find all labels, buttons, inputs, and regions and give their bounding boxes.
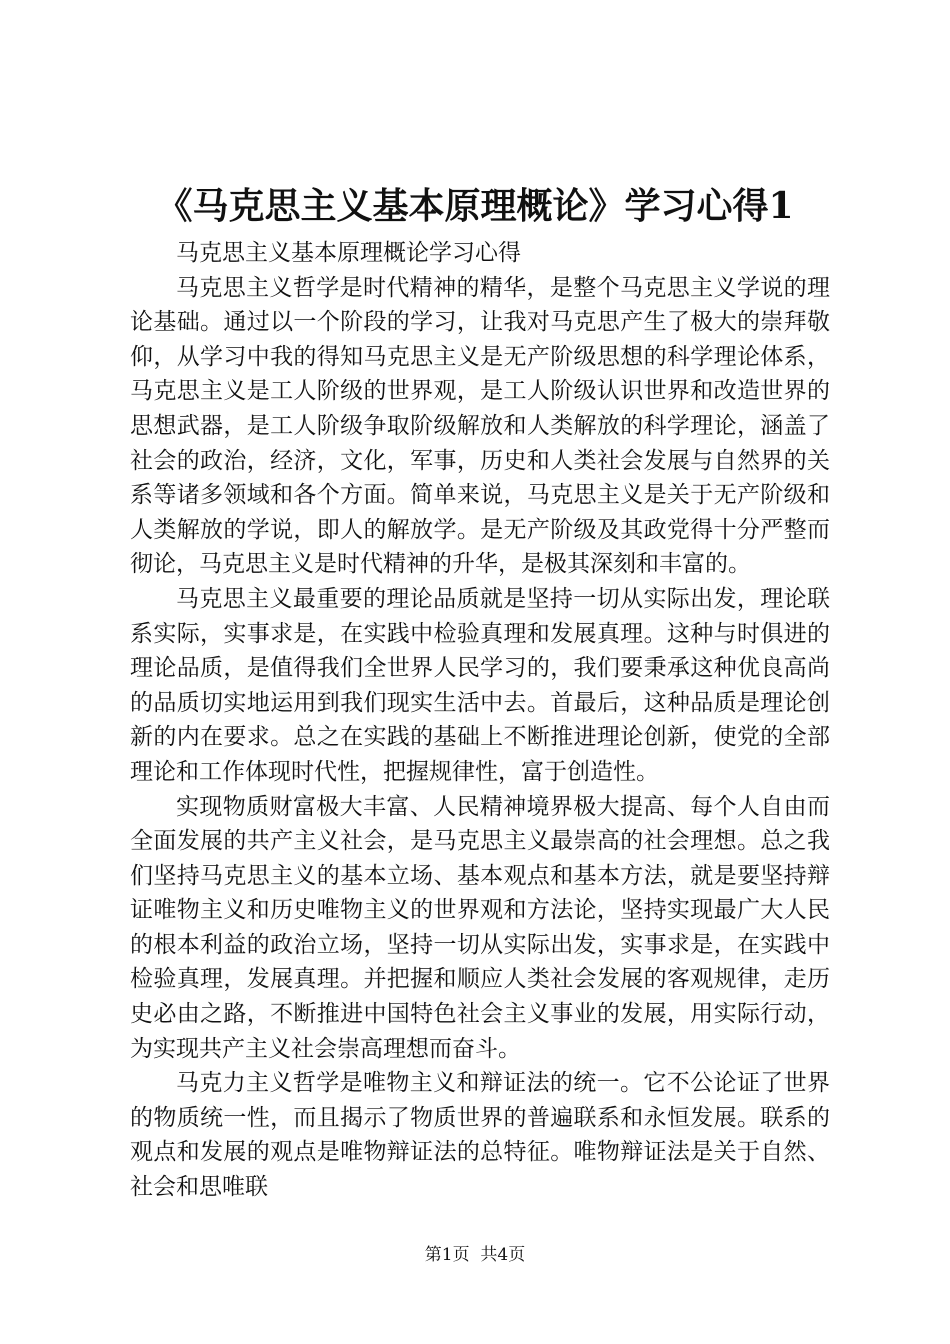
paragraph: 马克思主义哲学是时代精神的精华，是整个马克思主义学说的理论基础。通过以一个阶段的学习，让我对马克思产生了极大的崇拜敬仰，从学习中我的得知马克思主义是无产阶级思想的科学理论体系，马克思主义是工人阶级的世界观，是工人阶级认识世界和改造世界的思想武器，是工人阶级争取阶级解放和人类解放的科学理论，涵盖了社会的政治，经济，文化，军事，历史和人类社会发展与自然界的关系等诸多领域和各个方面。简单来说，马克思主义是关于无产阶级和人类解放的学说，即人的解放学。是无产阶级及其政党得十分严整而彻论，马克思主义是时代精神的升华，是极其深刻和丰富的。 bbox=[130, 274, 830, 578]
paragraph: 马克力主义哲学是唯物主义和辩证法的统一。它不公论证了世界的物质统一性，而且揭示了物质世界的普遍联系和永恒发展。联系的观点和发展的观点是唯物辩证法的总特征。唯物辩证法是关于自然、社会和思唯联 bbox=[130, 1070, 830, 1201]
page-footer bbox=[0, 1244, 950, 1266]
page-number: 第1页 bbox=[424, 1245, 470, 1265]
paragraph: 实现物质财富极大丰富、人民精神境界极大提高、每个人自由而全面发展的共产主义社会，是马克思主义最崇高的社会理想。总之我们坚持马克思主义的基本立场、基本观点和基本方法，就是要坚持辩证唯物主义和历史唯物主义的世界观和方法论，坚持实现最广大人民的根本利益的政治立场，坚持一切从实际出发，实事求是，在实践中检验真理，发展真理。并把握和顺应人类社会发展的客观规律，走历史必由之路，不断推进中国特色社会主义事业的发展，用实际行动，为实现共产主义社会崇高理想而奋斗。 bbox=[130, 793, 830, 1062]
document-body bbox=[130, 236, 830, 1205]
document-title: 《马克思主义基本原理概论》学习心得1 bbox=[156, 185, 794, 227]
paragraph: 马克思主义最重要的理论品质就是坚持一切从实际出发，理论联系实际，实事求是，在实践中检验真理和发展真理。这种与时俱进的理论品质，是值得我们全世界人民学习的，我们要秉承这种优良高尚的品质切实地运用到我们现实生活中去。首最后，这种品质是理论创新的内在要求。总之在实践的基础上不断推进理论创新，使党的全部理论和工作体现时代性，把握规律性，富于创造性。 bbox=[130, 585, 830, 785]
paragraph-subtitle: 马克思主义基本原理概论学习心得 bbox=[176, 240, 521, 266]
page-total: 共4页 bbox=[480, 1245, 526, 1265]
